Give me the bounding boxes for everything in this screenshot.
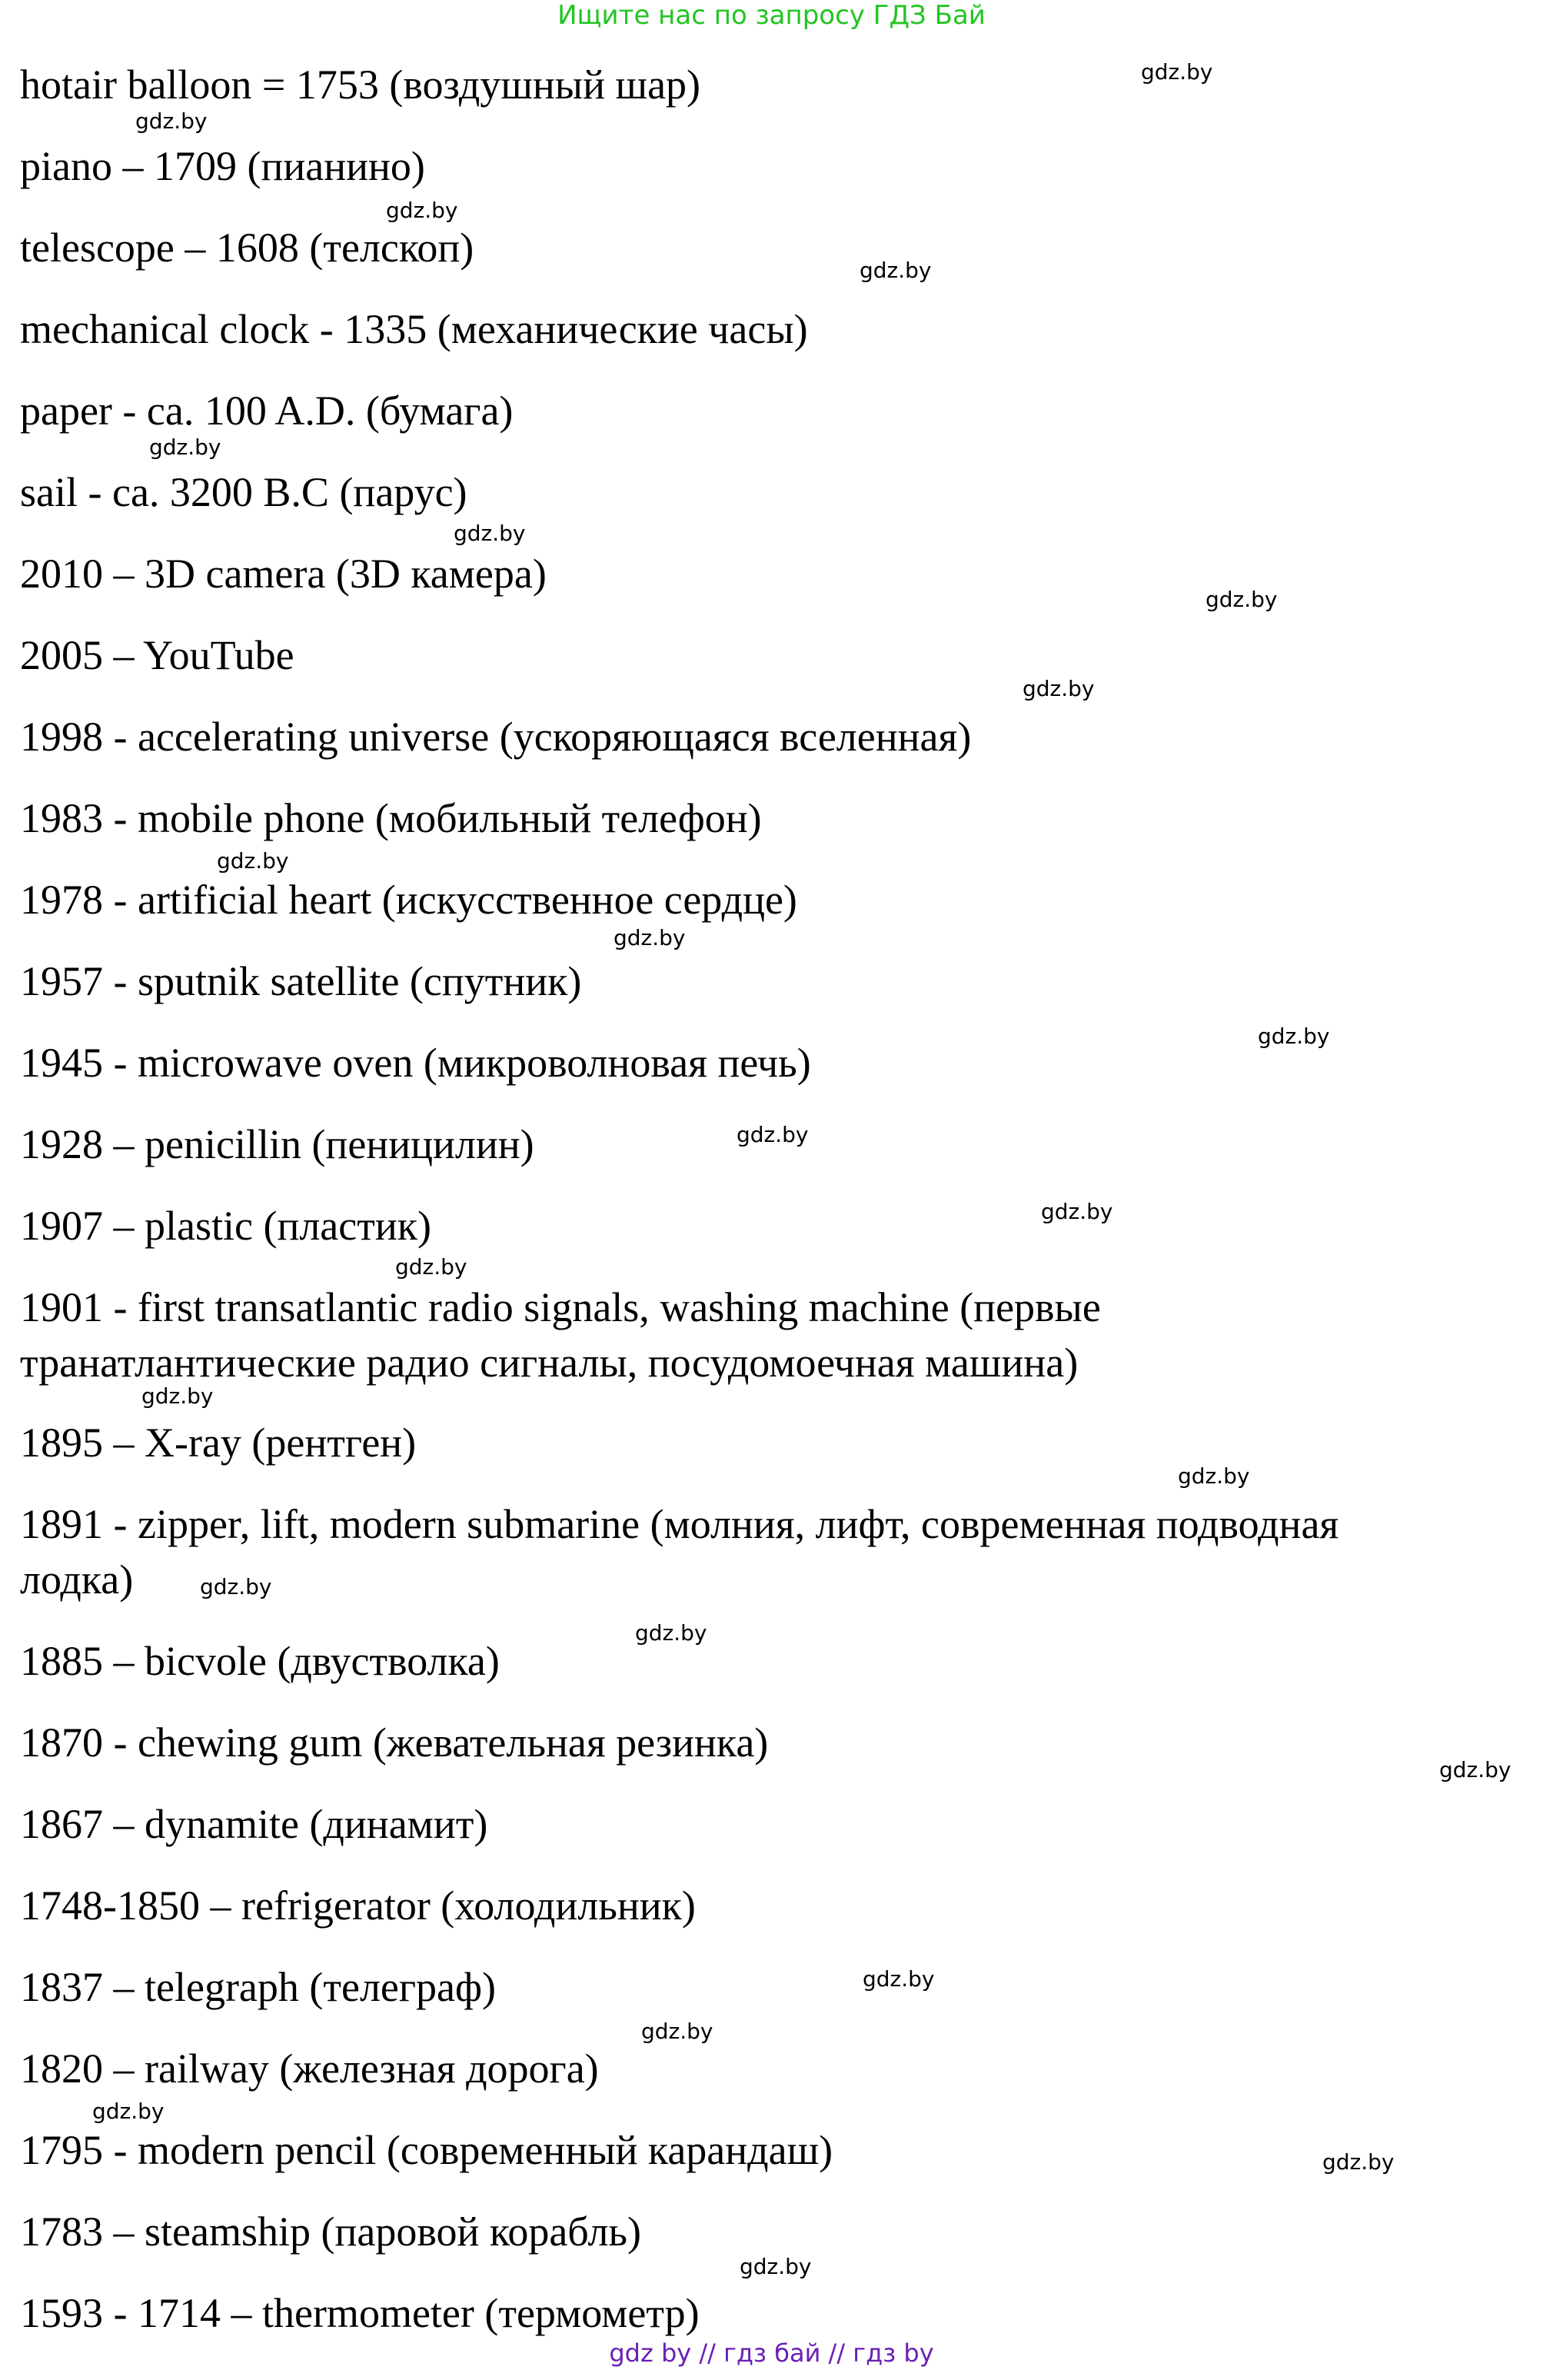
watermark: gdz.by — [135, 108, 208, 134]
list-item: 1820 – railway (железная дорога) — [20, 2045, 599, 2092]
list-item-continuation: лодка) — [20, 1556, 134, 1603]
list-item: hotair balloon = 1753 (воздушный шар) — [20, 62, 701, 108]
list-item: 1895 – X-ray (рентген) — [20, 1420, 417, 1466]
list-item: 1983 - mobile phone (мобильный телефон) — [20, 795, 762, 841]
watermark: gdz.by — [635, 1620, 707, 1646]
watermark: gdz.by — [860, 258, 932, 283]
list-item: 1891 - zipper, lift, modern submarine (молния, лифт, современная подводная — [20, 1501, 1339, 1547]
list-item: 1837 – telegraph (телеграф) — [20, 1964, 496, 2010]
list-item: 1998 - accelerating universe (ускоряющаяся вселенная) — [20, 714, 972, 760]
watermark: gdz.by — [641, 2019, 713, 2044]
watermark: gdz.by — [1178, 1463, 1250, 1489]
watermark: gdz.by — [92, 2099, 165, 2124]
watermark: gdz.by — [217, 848, 289, 874]
list-item: 1870 - chewing gum (жевательная резинка) — [20, 1719, 769, 1766]
watermark: gdz.by — [141, 1383, 214, 1409]
list-item: paper - ca. 100 A.D. (бумага) — [20, 388, 514, 434]
list-item: 1748-1850 – refrigerator (холодильник) — [20, 1882, 696, 1929]
watermark: gdz.by — [740, 2254, 812, 2279]
list-item: 1593 - 1714 – thermometer (термометр) — [20, 2290, 700, 2336]
list-item: 2010 – 3D camera (3D камера) — [20, 551, 547, 597]
list-item: 1928 – penicillin (пеницилин) — [20, 1121, 534, 1167]
list-item: piano – 1709 (пианино) — [20, 143, 425, 189]
list-item: 1907 – plastic (пластик) — [20, 1203, 431, 1249]
footer-banner: gdz by // гдз бай // гдз by — [609, 2338, 934, 2368]
header-banner: Ищите нас по запросу ГДЗ Бай — [557, 0, 986, 31]
watermark: gdz.by — [454, 521, 526, 546]
watermark: gdz.by — [863, 1966, 935, 1992]
watermark: gdz.by — [1322, 2149, 1395, 2175]
list-item: sail - ca. 3200 B.C (парус) — [20, 469, 467, 515]
watermark: gdz.by — [1439, 1757, 1511, 1783]
list-item-continuation: транатлантические радио сигналы, посудомоечная машина) — [20, 1340, 1079, 1386]
watermark: gdz.by — [386, 198, 458, 223]
list-item: 1867 – dynamite (динамит) — [20, 1801, 488, 1847]
watermark: gdz.by — [395, 1254, 467, 1280]
watermark: gdz.by — [1205, 587, 1278, 612]
list-item: 1795 - modern pencil (современный карандаш) — [20, 2127, 833, 2173]
list-item: 2005 – YouTube — [20, 632, 294, 678]
watermark: gdz.by — [1041, 1199, 1113, 1224]
list-item: telescope – 1608 (телскоп) — [20, 225, 474, 271]
list-item: 1945 - microwave oven (микроволновая печь) — [20, 1040, 811, 1086]
list-item: 1901 - first transatlantic radio signals, washing machine (первые — [20, 1284, 1101, 1330]
watermark: gdz.by — [200, 1574, 272, 1599]
watermark: gdz.by — [1141, 59, 1213, 85]
watermark: gdz.by — [1258, 1024, 1330, 1049]
list-item: mechanical clock - 1335 (механические часы) — [20, 306, 808, 352]
list-item: 1885 – bicvole (двустволка) — [20, 1638, 500, 1684]
list-item: 1978 - artificial heart (искусственное сердце) — [20, 877, 797, 923]
list-item: 1957 - sputnik satellite (спутник) — [20, 958, 582, 1004]
watermark: gdz.by — [614, 925, 686, 950]
list-item: 1783 – steamship (паровой корабль) — [20, 2209, 641, 2255]
watermark: gdz.by — [149, 434, 221, 460]
watermark: gdz.by — [737, 1122, 809, 1147]
watermark: gdz.by — [1023, 676, 1095, 701]
